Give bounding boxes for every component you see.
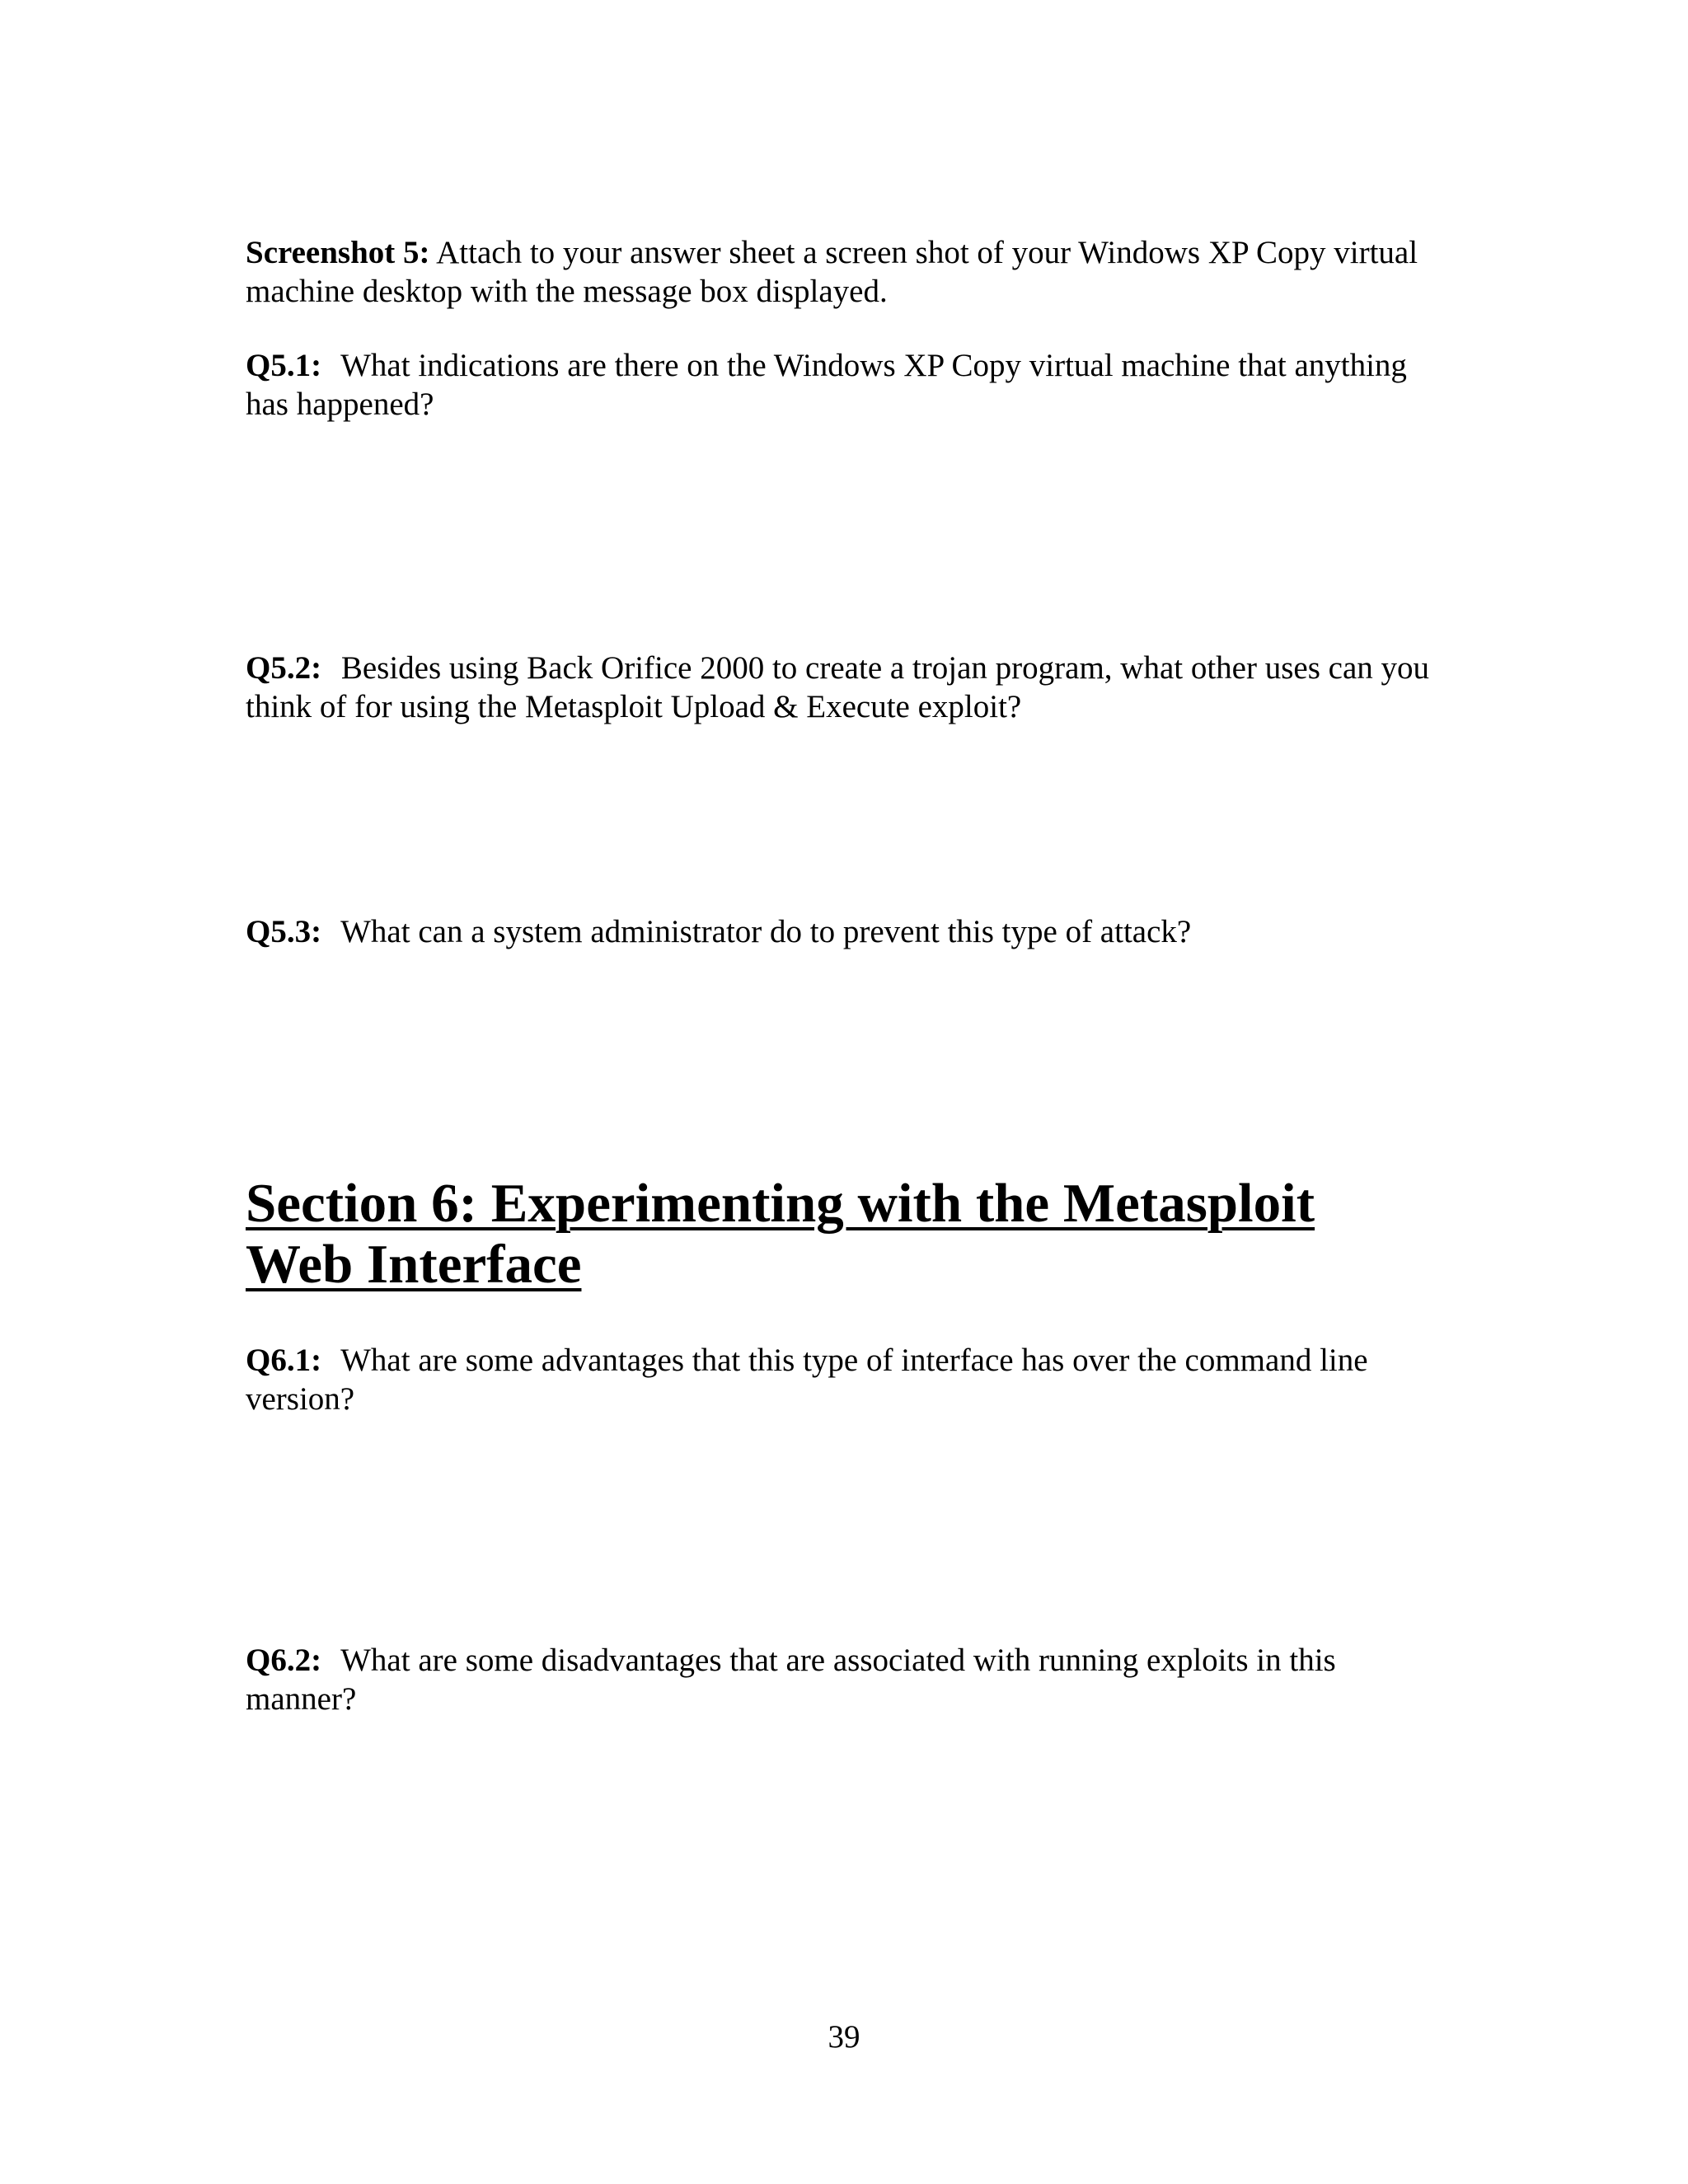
screenshot-5-label: Screenshot 5: [246, 235, 430, 270]
question-5-3 [246, 912, 1441, 951]
question-5-1-text: What indications are there on the Windows XP Copy virtual machine that anything has happened? [246, 348, 1407, 422]
question-6-2 [246, 1641, 1441, 1718]
question-6-1-text: What are some advantages that this type of interface has over the command line version? [246, 1343, 1368, 1417]
question-6-2-label: Q6.2: [246, 1643, 322, 1678]
screenshot-5-instruction [246, 233, 1441, 311]
question-5-3-label: Q5.3: [246, 914, 322, 949]
page-number: 39 [828, 2019, 860, 2055]
screenshot-5-text: Attach to your answer sheet a screen shot of your Windows XP Copy virtual machine desktop with the message box displayed. [246, 235, 1418, 309]
section-6-heading-line-1: Section 6: Experimenting with the Metasploit [246, 1173, 1315, 1234]
question-6-2-text: What are some disadvantages that are associated with running exploits in this manner? [246, 1643, 1336, 1717]
question-5-2 [246, 649, 1441, 726]
question-5-1-label: Q5.1: [246, 348, 322, 383]
question-5-3-text: What can a system administrator do to prevent this type of attack? [340, 914, 1192, 949]
question-5-1 [246, 346, 1441, 424]
section-6-heading-line-2: Web Interface [246, 1234, 582, 1295]
question-6-1-label: Q6.1: [246, 1343, 322, 1378]
section-6-heading [246, 1173, 1482, 1295]
question-5-2-text: Besides using Back Orifice 2000 to create a trojan program, what other uses can you think of for using the Metasploit Upload & Execute exploit? [246, 650, 1430, 724]
question-5-2-label: Q5.2: [246, 650, 322, 686]
question-6-1 [246, 1341, 1441, 1418]
